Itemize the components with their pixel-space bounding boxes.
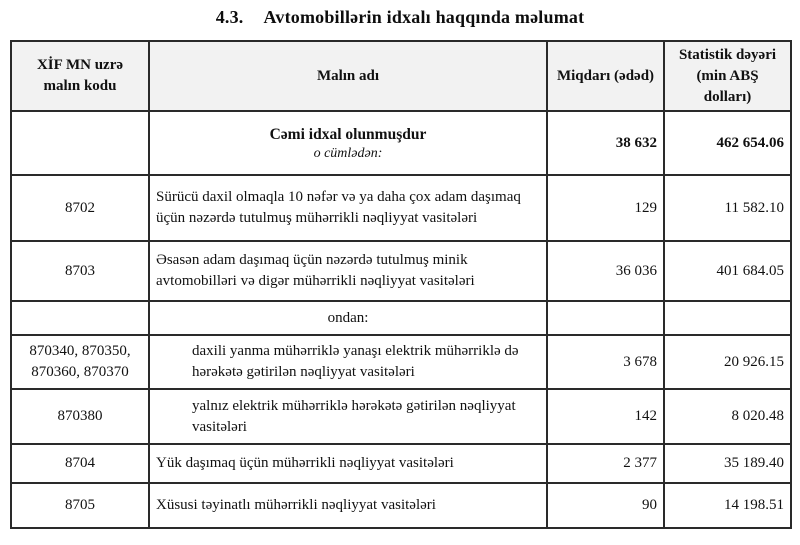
table-row — [11, 111, 791, 175]
cell-code: 8703 — [11, 241, 149, 301]
cell-value: 462 654.06 — [664, 111, 791, 175]
table-row — [11, 301, 791, 335]
table-header — [11, 41, 791, 111]
cell-code: 8704 — [11, 444, 149, 483]
header-code: XİF MN uzrə malın kodu — [11, 41, 149, 111]
cell-code: 870380 — [11, 389, 149, 444]
page-title — [0, 0, 800, 28]
cell-value — [664, 301, 791, 335]
cell-code: 870340, 870350, 870360, 870370 — [11, 335, 149, 389]
table-row — [11, 175, 791, 241]
cell-name — [149, 444, 547, 483]
cell-quantity: 2 377 — [547, 444, 664, 483]
cell-code — [11, 111, 149, 175]
header-value: Statistik dəyəri (min ABŞ dolları) — [664, 41, 791, 111]
section-title-text: Avtomobillərin idxalı haqqında məlumat — [263, 7, 585, 27]
cell-quantity: 142 — [547, 389, 664, 444]
cell-code: 8705 — [11, 483, 149, 528]
product-name: Cəmi idxal olunmuşdur — [269, 125, 427, 143]
table-body — [11, 111, 791, 528]
product-name: Sürücü daxil olmaqla 10 nəfər və ya daha çox adam daşımaq üçün nəzərdə tutulmuş mühərrikli nəqliyyat vasitələri — [156, 189, 521, 226]
cell-name — [149, 175, 547, 241]
import-statistics-table — [10, 40, 792, 529]
header-quantity: Miqdarı (ədəd) — [547, 41, 664, 111]
header-name: Malın adı — [149, 41, 547, 111]
cell-value: 401 684.05 — [664, 241, 791, 301]
header-row — [11, 41, 791, 111]
section-number: 4.3. — [215, 7, 244, 27]
product-name: Əsasən adam daşımaq üçün nəzərdə tutulmuş minik avtomobilləri və digər mühərrikli nəqliyyat vasitələri — [156, 252, 475, 289]
table-row — [11, 241, 791, 301]
cell-name — [149, 301, 547, 335]
cell-code: 8702 — [11, 175, 149, 241]
product-name: yalnız elektrik mühərriklə hərəkətə gətirilən nəqliyyat vasitələri — [192, 397, 516, 435]
cell-value: 35 189.40 — [664, 444, 791, 483]
cell-value: 14 198.51 — [664, 483, 791, 528]
product-name: daxili yanma mühərriklə yanaşı elektrik mühərriklə də hərəkətə gətirilən nəqliyyat vasitələri — [192, 343, 519, 380]
product-name: Xüsusi təyinatlı mühərrikli nəqliyyat vasitələri — [156, 497, 436, 513]
cell-name — [149, 389, 547, 444]
product-name: ondan: — [327, 309, 369, 326]
cell-value: 8 020.48 — [664, 389, 791, 444]
table-row — [11, 389, 791, 444]
cell-quantity — [547, 301, 664, 335]
cell-quantity: 90 — [547, 483, 664, 528]
cell-value: 11 582.10 — [664, 175, 791, 241]
cell-name — [149, 483, 547, 528]
cell-name — [149, 111, 547, 175]
table-row — [11, 335, 791, 389]
product-name: Yük daşımaq üçün mühərrikli nəqliyyat vasitələri — [156, 455, 454, 471]
cell-name — [149, 241, 547, 301]
cell-quantity: 38 632 — [547, 111, 664, 175]
table-row — [11, 483, 791, 528]
cell-quantity: 3 678 — [547, 335, 664, 389]
table-row — [11, 444, 791, 483]
cell-quantity: 36 036 — [547, 241, 664, 301]
cell-value: 20 926.15 — [664, 335, 791, 389]
cell-code — [11, 301, 149, 335]
cell-quantity: 129 — [547, 175, 664, 241]
cell-name — [149, 335, 547, 389]
product-subname: o cümlədən: — [313, 145, 383, 161]
